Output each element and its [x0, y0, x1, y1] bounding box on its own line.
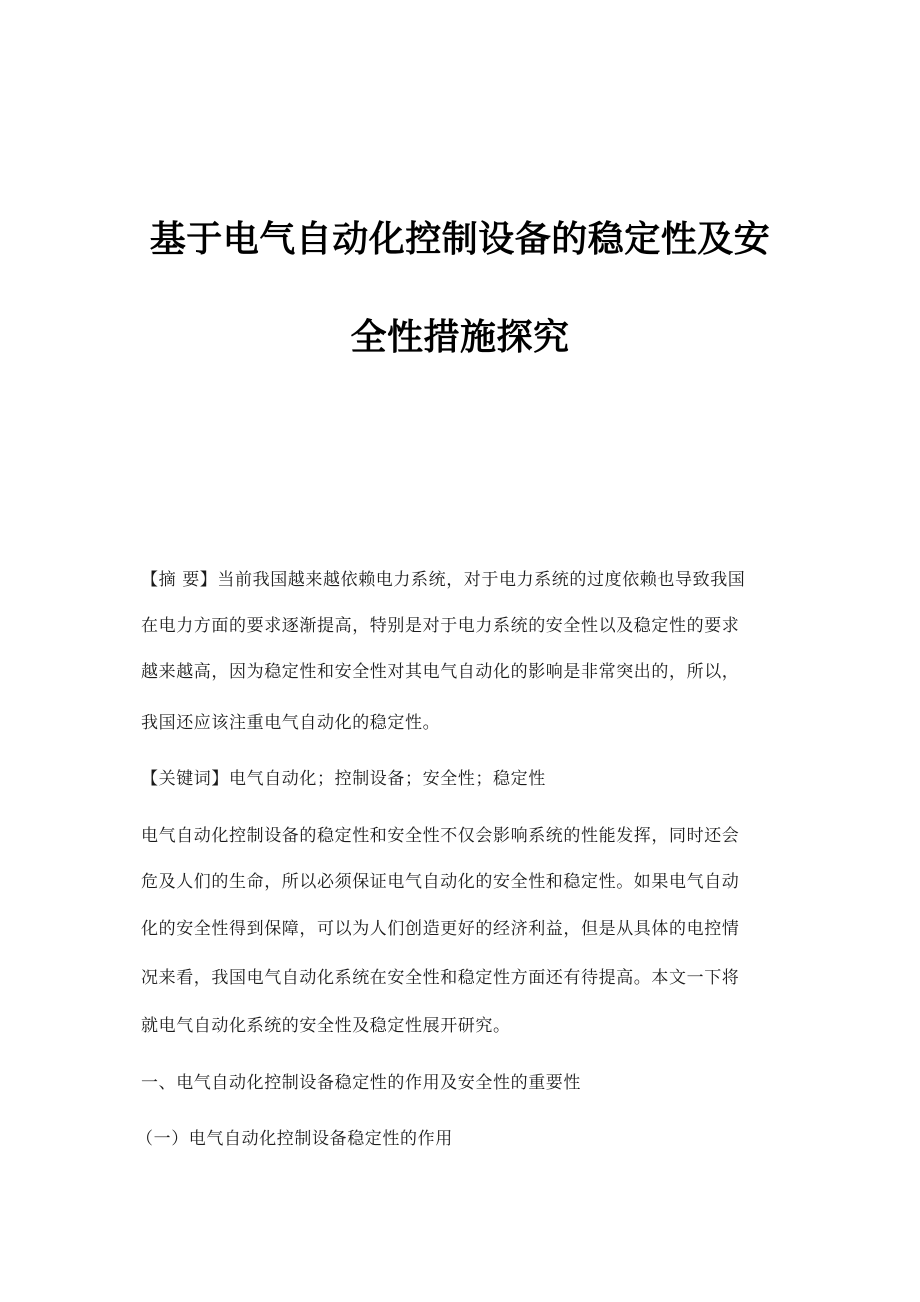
intro-line-2: 危及人们的生命，所以必须保证电气自动化的安全性和稳定性。如果电气自动	[141, 872, 740, 892]
intro-line-1: 电气自动化控制设备的稳定性和安全性不仅会影响系统的性能发挥，同时还会	[141, 826, 740, 846]
section-1-heading: 一、电气自动化控制设备稳定性的作用及安全性的重要性	[141, 1073, 581, 1093]
document-title-line-2: 全性措施探究	[350, 316, 570, 358]
abstract-line-3: 越来越高，因为稳定性和安全性对其电气自动化的影响是非常突出的，所以，	[141, 662, 740, 682]
abstract-line-4: 我国还应该注重电气自动化的稳定性。	[141, 713, 441, 733]
abstract-line-1: 【摘 要】当前我国越来越依赖电力系统，对于电力系统的过度依赖也导致我国	[141, 570, 746, 590]
intro-line-5: 就电气自动化系统的安全性及稳定性展开研究。	[141, 1016, 511, 1036]
subsection-1-heading: （一）电气自动化控制设备稳定性的作用	[136, 1129, 453, 1149]
abstract-line-2: 在电力方面的要求逐渐提高，特别是对于电力系统的安全性以及稳定性的要求	[141, 616, 740, 636]
intro-line-4: 况来看，我国电气自动化系统在安全性和稳定性方面还有待提高。本文一下将	[141, 968, 740, 988]
document-title-line-1: 基于电气自动化控制设备的稳定性及安	[149, 218, 771, 260]
intro-line-3: 化的安全性得到保障，可以为人们创造更好的经济利益，但是从具体的电控情	[141, 919, 740, 939]
keywords-line: 【关键词】电气自动化；控制设备；安全性；稳定性	[141, 769, 546, 789]
